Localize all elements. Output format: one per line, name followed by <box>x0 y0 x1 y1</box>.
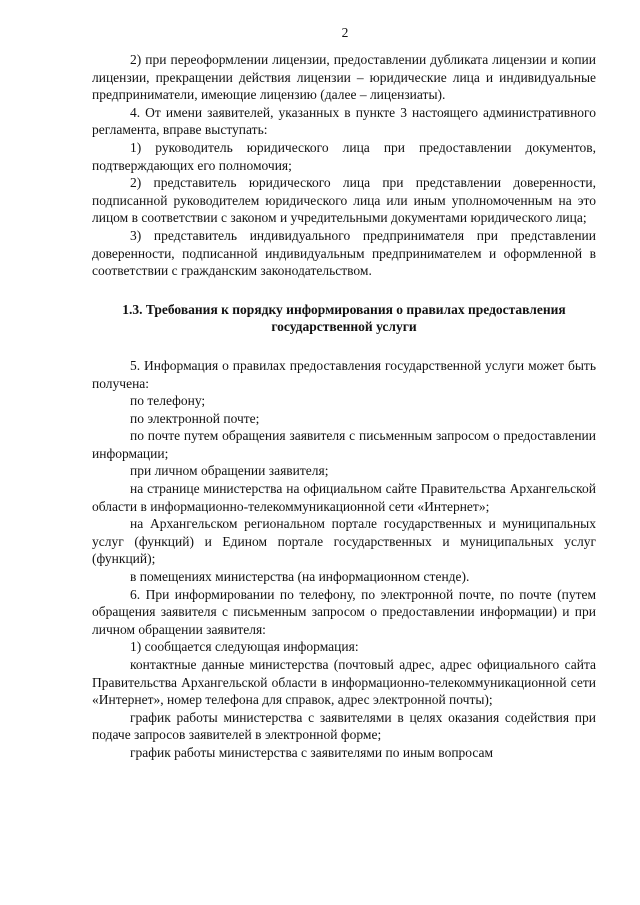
paragraph: 1) сообщается следующая информация: <box>130 639 359 655</box>
paragraph: 2) представитель юридического лица при представлении доверенности, подписанной руководителем юридического лица или иным уполномоченным на это лицом в соответствии с законом и учредительными документами юридического лица; <box>92 175 596 226</box>
paragraph: 4. От имени заявителей, указанных в пункте 3 настоящего административного регламента, вправе выступать: <box>92 104 596 138</box>
paragraphs-before <box>92 51 596 280</box>
paragraph: 6. При информировании по телефону, по электронной почте, по почте (путем обращения заявителя с письменным запросом о предоставлении информации) и при личном обращении заявителя: <box>92 586 596 637</box>
paragraph: по электронной почте; <box>130 410 260 426</box>
paragraph: график работы министерства с заявителями по иным вопросам <box>130 744 494 760</box>
paragraph: 1) руководитель юридического лица при предоставлении документов, подтверждающих его полномочия; <box>92 139 596 173</box>
page-number: 2 <box>341 25 349 40</box>
paragraph: 2) при переоформлении лицензии, предоставлении дубликата лицензии и копии лицензии, прекращении действия лицензии – юридические лица и индивидуальные предприниматели, имеющие лицензию (далее – лицензиаты). <box>92 52 596 103</box>
paragraph: по телефону; <box>130 393 206 409</box>
section-heading: 1.3. Требования к порядку информирования о правилах предоставления государственной услуги <box>122 301 566 335</box>
paragraph: 3) представитель индивидуального предпринимателя при представлении доверенности, подписанной индивидуальным предпринимателем и оформленной в соответствии с гражданским законодательством. <box>92 227 596 279</box>
paragraph: контактные данные министерства (почтовый адрес, адрес официального сайта Правительства Архангельской области в информационно-телекоммуникационной сети «Интернет», номер телефона для справок, адрес электронной почты); <box>92 657 596 708</box>
paragraph: на странице министерства на официальном сайте Правительства Архангельской области в информационно-телекоммуникационной сети «Интернет»; <box>92 481 596 514</box>
paragraphs-after <box>92 357 596 762</box>
paragraph: по почте путем обращения заявителя с письменным запросом о предоставлении информации; <box>92 428 596 461</box>
paragraph: 5. Информация о правилах предоставления государственной услуги может быть получена: <box>92 357 596 391</box>
paragraph: график работы министерства с заявителями в целях оказания содействия при подаче запросов заявителей в электронной форме; <box>92 709 596 743</box>
paragraph: при личном обращении заявителя; <box>130 463 329 479</box>
paragraph: на Архангельском региональном портале государственных и муниципальных услуг (функций) и Едином портале государственных и муниципальных услуг (функций); <box>92 516 596 567</box>
paragraph: в помещениях министерства (на информационном стенде). <box>130 569 470 585</box>
